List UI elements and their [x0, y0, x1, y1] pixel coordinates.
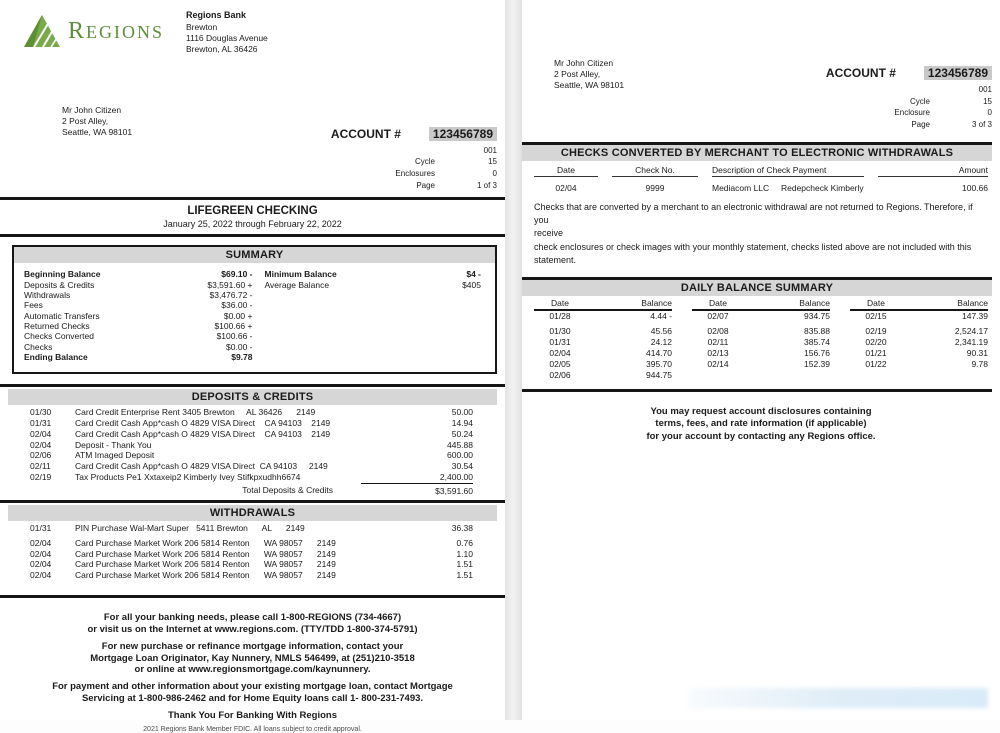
- summary-row-label: Deposits & Credits: [24, 279, 95, 290]
- summary-row-value: $69.10 -: [221, 269, 253, 280]
- daily-balance-rows: [850, 311, 988, 370]
- deposit-row: [30, 450, 473, 461]
- summary-row-value: $3,476.72 -: [209, 289, 253, 300]
- tx-description: PIN Purchase Wal-Mart Super 5411 Brewton AL 2149: [75, 523, 305, 534]
- deposit-row: [30, 472, 473, 483]
- regions-wordmark: [68, 18, 164, 45]
- daily-balance-row: [534, 337, 672, 348]
- disclosure-line: for your account by contacting any Regions office.: [646, 430, 876, 442]
- db-balance: 2,341.19: [954, 336, 988, 347]
- daily-balance-header: [692, 298, 830, 311]
- db-date: 02/20: [865, 336, 887, 347]
- disclosure-line: terms, fees, and rate information (if applicable): [655, 418, 867, 430]
- account-meta-rows: [826, 84, 992, 130]
- note-line: check enclosures or check images with your monthly statement, checks listed above are not included with this statement.: [534, 241, 972, 265]
- summary-columns: [14, 263, 495, 372]
- summary-title-bar: SUMMARY: [14, 247, 495, 263]
- tx-description: Card Purchase Market Work 206 5814 Renton WA 98057 2149: [75, 559, 336, 570]
- meta-value: 15: [488, 157, 497, 167]
- withdrawal-row: [30, 549, 473, 560]
- daily-balance-row: [692, 337, 830, 348]
- deposits-table: [0, 405, 505, 482]
- daily-balance-header: [850, 298, 988, 311]
- tx-amount: 1.10: [456, 548, 473, 559]
- bank-name: Regions Bank: [186, 10, 247, 20]
- tx-date: 02/19: [30, 471, 52, 482]
- footer-text-block: [0, 612, 505, 722]
- summary-row-label: Minimum Balance: [264, 269, 337, 280]
- footer-line: or visit us on the Internet at www.regions.com. (TTY/TDD 1-800-374-5791): [87, 623, 418, 635]
- bank-address-line: Brewton, AL 36426: [186, 43, 258, 54]
- daily-balance-group-2: [692, 298, 830, 381]
- account-meta-row: [826, 84, 992, 96]
- tx-amount: 50.00: [451, 407, 473, 418]
- check-amount: 100.66: [962, 183, 988, 194]
- page-seam-divider: [505, 0, 522, 720]
- daily-balance-row: [534, 311, 672, 322]
- customer-address-line: 2 Post Alley,: [554, 69, 601, 80]
- summary-row: [24, 321, 253, 331]
- account-number-row: [331, 127, 497, 141]
- summary-left-column: [24, 269, 253, 362]
- db-balance: 4.44 -: [650, 310, 672, 321]
- daily-balance-title-bar: DAILY BALANCE SUMMARY: [522, 280, 992, 296]
- tx-date: 02/04: [30, 559, 52, 570]
- summary-row: [24, 269, 253, 279]
- db-balance: 835.88: [804, 325, 830, 336]
- footer-line: Thank You For Banking With Regions: [168, 710, 337, 721]
- daily-balance-row: [534, 326, 672, 337]
- summary-section: [12, 245, 497, 374]
- logo-rest: EGIONS: [86, 21, 165, 42]
- db-balance: 156.76: [804, 347, 830, 358]
- rule-divider: [0, 384, 505, 387]
- db-balance: 414.70: [646, 347, 672, 358]
- disclosure-line: You may request account disclosures containing: [650, 405, 872, 417]
- tx-date: 02/04: [30, 548, 52, 559]
- meta-value: 001: [483, 145, 497, 155]
- summary-row: [24, 290, 253, 300]
- daily-balance-row: [534, 359, 672, 370]
- account-info-block: [331, 105, 497, 191]
- db-balance: 944.75: [646, 369, 672, 380]
- db-date: 02/15: [865, 310, 887, 321]
- db-date: 02/07: [707, 310, 729, 321]
- db-balance-header: Balance: [957, 297, 988, 308]
- product-title: LIFEGREEN CHECKING: [187, 205, 318, 218]
- tx-amount: 2,400.00: [439, 471, 473, 482]
- tx-date: 01/30: [30, 407, 52, 418]
- customer-address-line: Mr John Citizen: [62, 104, 122, 115]
- account-meta-row: [331, 180, 497, 192]
- meta-label: [840, 84, 930, 96]
- checks-converted-title-bar: CHECKS CONVERTED BY MERCHANT TO ELECTRONIC WITHDRAWALS: [522, 145, 992, 161]
- summary-row-value: $0.00 -: [226, 341, 253, 352]
- withdrawals-title-bar: WITHDRAWALS: [8, 505, 497, 521]
- summary-row-label: Checks: [24, 341, 53, 352]
- db-balance: 147.39: [962, 310, 988, 321]
- deposit-row: [30, 429, 473, 440]
- tx-amount: 600.00: [447, 450, 473, 461]
- tx-amount: 1.51: [456, 559, 473, 570]
- check-description: Mediacom LLC Redepcheck Kimberly: [712, 183, 864, 194]
- daily-balance-row: [692, 348, 830, 359]
- tx-amount: 36.38: [451, 523, 473, 534]
- regions-logo: [22, 8, 164, 55]
- db-date: 01/30: [549, 325, 571, 336]
- summary-row-value: $3,591.60 +: [207, 279, 253, 290]
- withdrawal-row: [30, 559, 473, 570]
- tx-date: 02/04: [30, 439, 52, 450]
- account-meta-row: [331, 145, 497, 157]
- footer-line: For all your banking needs, please call 1-800-REGIONS (734-4667): [103, 611, 402, 623]
- daily-balance-row: [850, 337, 988, 348]
- deposit-row: [30, 407, 473, 418]
- summary-row-label: Automatic Transfers: [24, 310, 100, 321]
- summary-row-label: Average Balance: [264, 279, 330, 290]
- db-date: 02/04: [549, 347, 571, 358]
- summary-row-value: $100.66 -: [216, 331, 253, 342]
- checks-converted-note: [522, 193, 1000, 276]
- withdrawals-table: [0, 521, 505, 581]
- summary-row-value: $0.00 +: [223, 310, 253, 321]
- tx-description: Card Credit Cash App*cash O 4829 VISA Direct CA 94103 2149: [75, 460, 328, 471]
- daily-balance-rows: [692, 311, 830, 370]
- db-date: 01/21: [865, 347, 887, 358]
- footer-line: Servicing at 1-800-986-2462 and for Home Equity loans call 1- 800-231-7493.: [81, 693, 424, 705]
- summary-row: [265, 280, 482, 290]
- tx-amount: 30.54: [451, 460, 473, 471]
- deposit-row: [30, 418, 473, 429]
- tx-date: 01/31: [30, 418, 52, 429]
- tx-description: Card Purchase Market Work 206 5814 Renton WA 98057 2149: [75, 538, 336, 549]
- tx-description: ATM Imaged Deposit: [75, 450, 155, 461]
- deposits-title-bar: DEPOSITS & CREDITS: [8, 389, 497, 405]
- meta-value: 1 of 3: [476, 180, 497, 190]
- withdrawal-row: [30, 538, 473, 549]
- meta-label: Enclosure: [894, 108, 930, 118]
- db-balance: 934.75: [804, 310, 830, 321]
- account-meta-rows: [331, 145, 497, 191]
- customer-address-block: [554, 58, 624, 130]
- meta-value: 3 of 3: [971, 119, 992, 129]
- logo-letter: R: [68, 17, 87, 44]
- tx-amount: 1.51: [456, 570, 473, 581]
- deposit-row: [30, 440, 473, 451]
- withdrawal-row: [30, 570, 473, 581]
- address-account-row: [0, 105, 505, 191]
- statement-period: January 25, 2022 through February 22, 2022: [163, 219, 342, 230]
- daily-balance-row: [692, 359, 830, 370]
- account-info-block: [826, 58, 992, 130]
- deposit-row: [30, 461, 473, 472]
- tx-description: Tax Products Pe1 Xxtaxeip2 Kimberly Ivey Stifkpxudhh6674: [75, 471, 301, 482]
- tx-amount: 0.76: [456, 538, 473, 549]
- summary-row-label: Ending Balance: [24, 352, 88, 363]
- summary-row-value: $36.00 -: [221, 300, 253, 311]
- summary-row-value: $100.66 +: [214, 321, 253, 331]
- summary-row-value: $4 -: [466, 269, 481, 280]
- bank-address-line: Brewton: [186, 21, 218, 32]
- summary-row: [24, 352, 253, 362]
- customer-address-line: Seattle, WA 98101: [554, 80, 625, 91]
- tx-amount: 445.88: [447, 439, 473, 450]
- account-meta-row: [826, 119, 992, 131]
- db-date: 02/13: [707, 347, 729, 358]
- bank-address-lines: [186, 22, 268, 55]
- account-meta-row: [331, 156, 497, 168]
- meta-label: Cycle: [909, 96, 930, 106]
- db-balance: 24.12: [650, 336, 672, 347]
- db-date: 02/05: [549, 358, 571, 369]
- faint-watermark: [688, 688, 988, 708]
- account-number-label: ACCOUNT #: [330, 126, 401, 141]
- customer-address-line: 2 Post Alley,: [62, 115, 109, 126]
- account-number-value: 123456789: [924, 66, 992, 80]
- tx-description: Card Credit Cash App*cash O 4829 VISA Direct CA 94103 2149: [75, 428, 331, 439]
- daily-balance-header: [534, 298, 672, 311]
- daily-balance-row: [850, 359, 988, 370]
- meta-value: 0: [492, 169, 497, 179]
- fdic-disclaimer: 2021 Regions Bank Member FDIC. All loans subject to credit approval.: [143, 725, 362, 733]
- daily-balance-row: [850, 326, 988, 337]
- summary-row: [24, 280, 253, 290]
- summary-row-label: Checks Converted: [24, 331, 94, 342]
- db-date-header: Date: [551, 297, 569, 308]
- summary-row-value: $405: [462, 279, 481, 290]
- summary-row: [24, 331, 253, 341]
- account-disclosure-text: [522, 406, 1000, 443]
- check-converted-row: [522, 183, 1000, 193]
- summary-row-label: Returned Checks: [24, 321, 90, 331]
- tx-description: Card Purchase Market Work 206 5814 Renton WA 98057 2149: [75, 548, 336, 559]
- db-date: 02/08: [707, 325, 729, 336]
- meta-label: [345, 145, 435, 157]
- tx-date: 02/04: [30, 428, 52, 439]
- meta-value: 0: [987, 108, 992, 118]
- note-line: receive: [534, 228, 564, 239]
- check-date: 02/04: [555, 183, 577, 194]
- db-date: 02/06: [549, 369, 571, 380]
- customer-address-line: Seattle, WA 98101: [62, 126, 133, 137]
- daily-balance-row: [692, 311, 830, 322]
- footer-line: or online at www.regionsmortgage.com/kaynunnery.: [134, 664, 371, 676]
- customer-address-line: Mr John Citizen: [554, 58, 614, 68]
- col-header-description: Description of Check Payment: [712, 165, 864, 177]
- bank-address-block: [186, 8, 268, 55]
- db-date: 01/28: [549, 310, 571, 321]
- summary-row-label: Fees: [24, 300, 43, 311]
- regions-pyramid-icon: [22, 13, 62, 49]
- account-number-value: 123456789: [429, 127, 497, 141]
- checks-converted-table: [522, 183, 1000, 193]
- summary-right-column: [253, 269, 482, 362]
- summary-row: [24, 342, 253, 352]
- summary-row-label: Withdrawals: [24, 289, 71, 300]
- db-balance: 45.56: [650, 325, 672, 336]
- rule-divider: [522, 389, 992, 392]
- meta-value: 15: [983, 96, 992, 106]
- tx-description: Card Credit Cash App*cash O 4829 VISA Direct CA 94103 2149: [75, 418, 331, 429]
- tx-date: 02/04: [30, 570, 52, 581]
- account-number-row: [826, 66, 992, 80]
- footer-line: For new purchase or refinance mortgage information, contact your: [101, 640, 404, 652]
- tx-amount: 50.24: [451, 428, 473, 439]
- daily-balance-row: [850, 311, 988, 322]
- daily-balance-rows: [534, 311, 672, 381]
- db-date: 01/31: [549, 336, 571, 347]
- db-balance: 152.39: [804, 358, 830, 369]
- db-date: 02/14: [707, 358, 729, 369]
- bank-header: [0, 0, 505, 55]
- daily-balance-group-1: [534, 298, 672, 381]
- note-line: Checks that are converted by a merchant to an electronic withdrawal are not returned to Regions. Therefore, if you: [534, 202, 973, 226]
- db-balance-header: Balance: [641, 297, 672, 308]
- footer-line: For payment and other information about your existing mortgage loan, contact Mortgage: [52, 681, 453, 693]
- col-header-check-no: Check No.: [612, 165, 698, 177]
- checks-converted-header: [522, 165, 1000, 177]
- tx-amount: 14.94: [451, 418, 473, 429]
- meta-label: Page: [416, 180, 435, 190]
- account-number-label: ACCOUNT #: [825, 66, 896, 80]
- bank-address-line: 1116 Douglas Avenue: [186, 32, 268, 43]
- summary-row: [265, 269, 482, 279]
- tx-description: Card Credit Enterprise Rent 3405 Brewton AL 36426 2149: [75, 407, 316, 418]
- statement-page-3: [522, 0, 1000, 720]
- daily-balance-row: [692, 326, 830, 337]
- meta-label: Cycle: [414, 157, 435, 167]
- summary-row: [24, 300, 253, 310]
- withdrawal-row: [30, 523, 473, 534]
- customer-address-block: [62, 105, 132, 191]
- meta-label: Enclosures: [395, 169, 435, 179]
- db-date-header: Date: [709, 297, 727, 308]
- deposits-total-row: [0, 483, 505, 496]
- daily-balance-row: [534, 370, 672, 381]
- account-meta-row: [331, 168, 497, 180]
- rule-divider: [0, 500, 505, 503]
- account-meta-row: [826, 96, 992, 108]
- tx-date: 02/06: [30, 450, 52, 461]
- rule-divider: [0, 197, 505, 200]
- db-date-header: Date: [867, 297, 885, 308]
- tx-date: 02/04: [30, 538, 52, 549]
- db-date: 02/11: [707, 336, 729, 347]
- db-balance: 395.70: [646, 358, 672, 369]
- meta-label: Page: [911, 119, 930, 129]
- meta-value: 001: [978, 85, 992, 94]
- db-balance: 2,524.17: [954, 325, 988, 336]
- account-meta-row: [826, 107, 992, 119]
- footer-line: Mortgage Loan Originator, Kay Nunnery, NMLS 546499, at (251)210-3518: [90, 652, 415, 664]
- address-account-row: [522, 58, 1000, 130]
- deposits-total-label: Total Deposits & Credits: [242, 485, 333, 496]
- db-balance: 385.74: [804, 336, 830, 347]
- db-date: 02/19: [865, 325, 887, 336]
- col-header-amount: Amount: [878, 165, 988, 177]
- db-balance: 9.78: [971, 358, 988, 369]
- daily-balance-groups: [522, 296, 1000, 381]
- daily-balance-row: [534, 348, 672, 359]
- col-header-date: Date: [534, 165, 598, 177]
- deposits-total-value: $3,591.60: [361, 483, 473, 496]
- rule-divider: [0, 595, 505, 598]
- tx-date: 01/31: [30, 523, 52, 534]
- db-balance: 90.31: [966, 347, 988, 358]
- check-number: 9999: [645, 183, 665, 194]
- daily-balance-group-3: [850, 298, 988, 381]
- summary-row-label: Beginning Balance: [24, 269, 101, 280]
- daily-balance-row: [850, 348, 988, 359]
- summary-row: [24, 311, 253, 321]
- db-date: 01/22: [865, 358, 887, 369]
- tx-date: 02/11: [30, 460, 51, 471]
- rule-divider: [0, 234, 505, 237]
- summary-row-value: $9.78: [231, 352, 253, 363]
- tx-description: Deposit - Thank You: [75, 439, 152, 450]
- db-balance-header: Balance: [799, 297, 830, 308]
- tx-description: Card Purchase Market Work 206 5814 Renton WA 98057 2149: [75, 570, 336, 581]
